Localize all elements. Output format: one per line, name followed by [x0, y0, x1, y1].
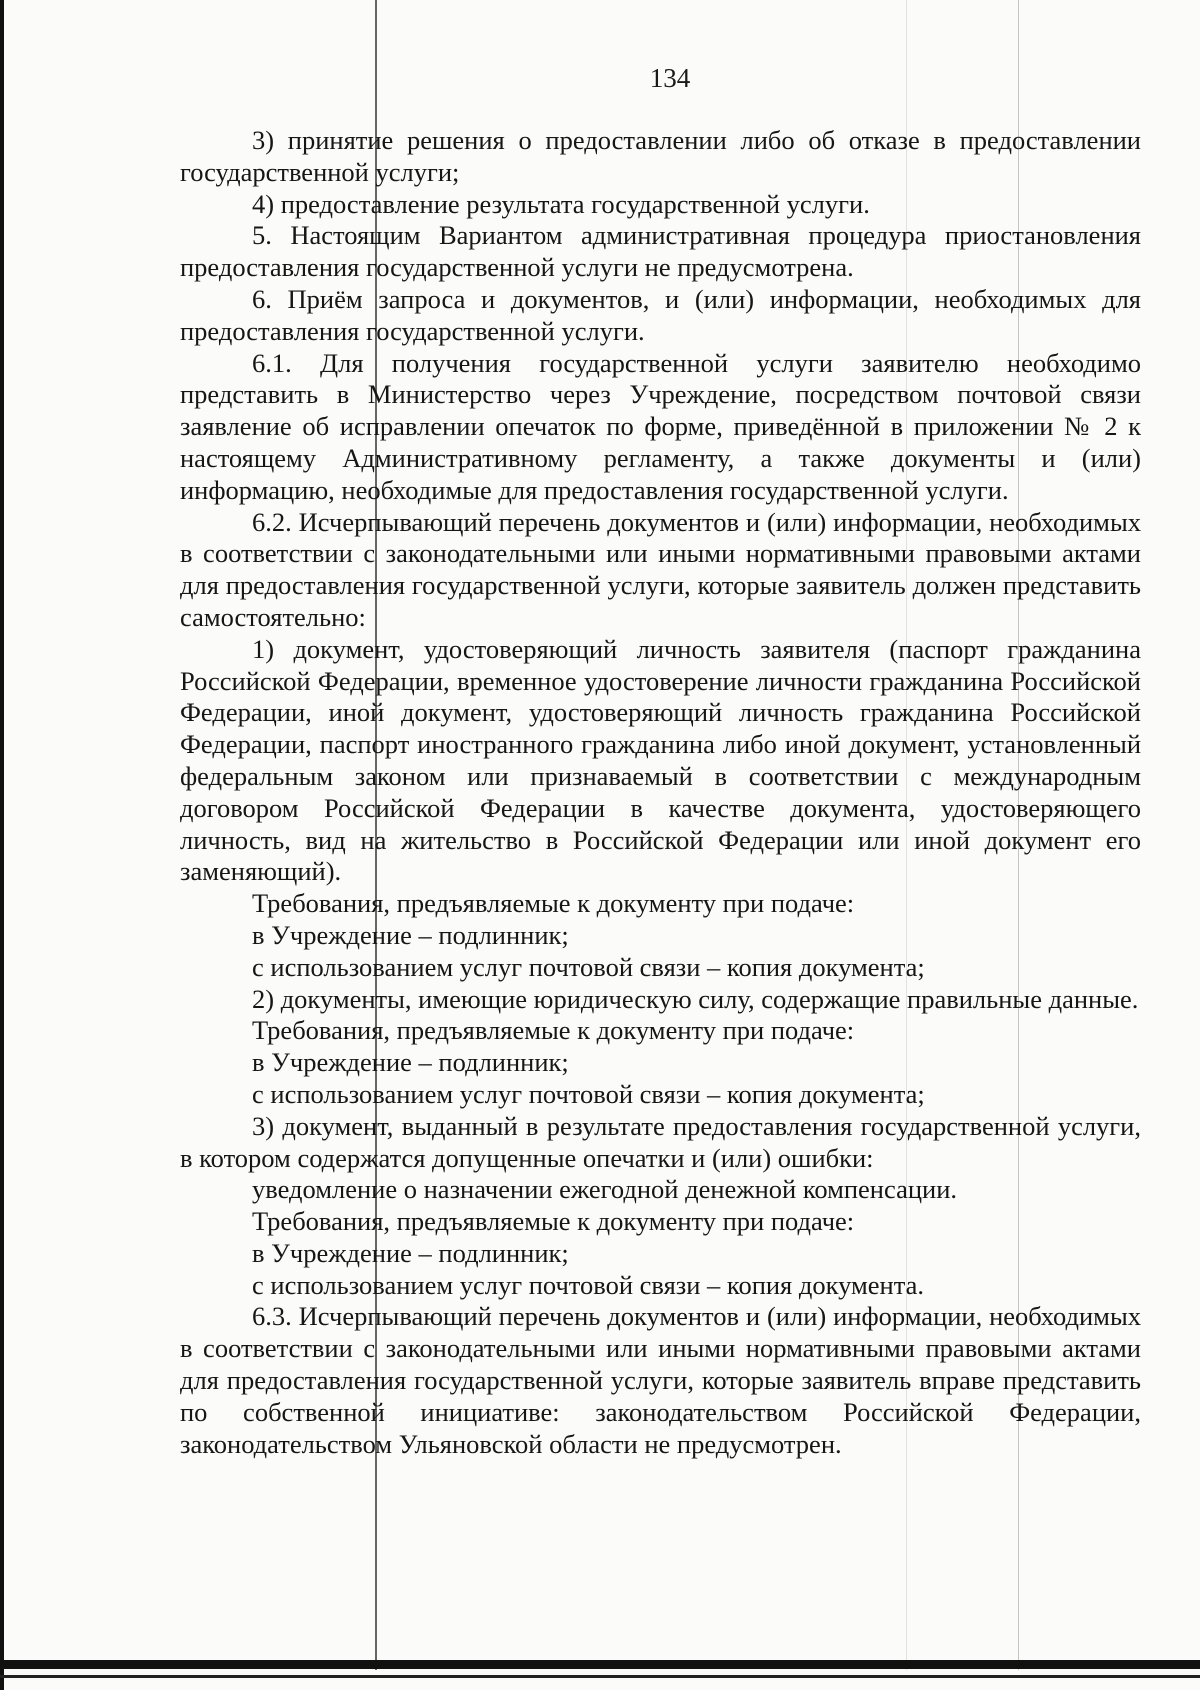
- paragraph: 6.2. Исчерпывающий перечень документов и (или) информации, необходимых в соответствии с законодательными или иными нормативными правовыми актами для предоставления государственной услуги, которые заявитель должен представить самостоятельно:: [180, 506, 1141, 632]
- paragraph: в Учреждение – подлинник;: [252, 919, 569, 950]
- paragraph: 3) документ, выданный в результате предоставления государственной услуги, в котором содержатся допущенные опечатки и (или) ошибки:: [180, 1110, 1141, 1173]
- paragraph: 1) документ, удостоверяющий личность заявителя (паспорт гражданина Российской Федерации, временное удостоверение личности гражданина Российской Федерации, иной документ, удостоверяющий личность гражданина Российской Федерации, паспорт иностранного гражданина либо иной документ, установленный федеральным законом или признаваемый в соответствии с международным договором Российской Федерации в качестве документа, удостоверяющего личность, вид на жительство в Российской Федерации или иной документ его заменяющий).: [180, 633, 1141, 887]
- paragraph: с использованием услуг почтовой связи – копия документа;: [252, 951, 925, 982]
- paragraph: 4) предоставление результата государственной услуги.: [252, 188, 870, 219]
- paragraph: 2) документы, имеющие юридическую силу, содержащие правильные данные.: [252, 983, 1139, 1014]
- paragraph: с использованием услуг почтовой связи – копия документа.: [252, 1269, 925, 1300]
- paragraph: Требования, предъявляемые к документу при подаче:: [252, 888, 855, 919]
- paragraph: в Учреждение – подлинник;: [252, 1047, 569, 1078]
- paragraph: 6.3. Исчерпывающий перечень документов и (или) информации, необходимых в соответствии с законодательными или иными нормативными правовыми актами для предоставления государственной услуги, которые заявитель вправе представить по собственной инициативе: законодательством Российской Федерации, законодательством Ульяновской области не предусмотрен.: [180, 1301, 1141, 1459]
- paragraph: Требования, предъявляемые к документу при подаче:: [252, 1015, 855, 1046]
- paragraph: 3) принятие решения о предоставлении либо об отказе в предоставлении государственной услуги;: [180, 125, 1141, 187]
- paragraph: 5. Настоящим Вариантом административная процедура приостановления предоставления государственной услуги не предусмотрена.: [180, 220, 1141, 283]
- paragraph: с использованием услуг почтовой связи – копия документа;: [252, 1078, 925, 1109]
- scan-bottom-edge: [0, 1660, 1200, 1669]
- paragraph: уведомление о назначении ежегодной денежной компенсации.: [252, 1174, 958, 1205]
- page-number: 134: [649, 63, 691, 93]
- paragraph: 6. Приём запроса и документов, и (или) информации, необходимых для предоставления государственной услуги.: [180, 283, 1141, 346]
- scan-bottom-edge-thin: [0, 1675, 1200, 1678]
- document-body: [180, 125, 1141, 1460]
- paragraph: Требования, предъявляемые к документу при подаче:: [252, 1206, 855, 1237]
- paragraph: 6.1. Для получения государственной услуги заявителю необходимо представить в Министерство через Учреждение, посредством почтовой связи заявление об исправлении опечаток по форме, приведённой в приложении № 2 к настоящему Административному регламенту, а также документы и (или) информацию, необходимые для предоставления государственной услуги.: [180, 347, 1141, 505]
- scan-left-edge: [0, 0, 4, 1690]
- paragraph: в Учреждение – подлинник;: [252, 1237, 569, 1268]
